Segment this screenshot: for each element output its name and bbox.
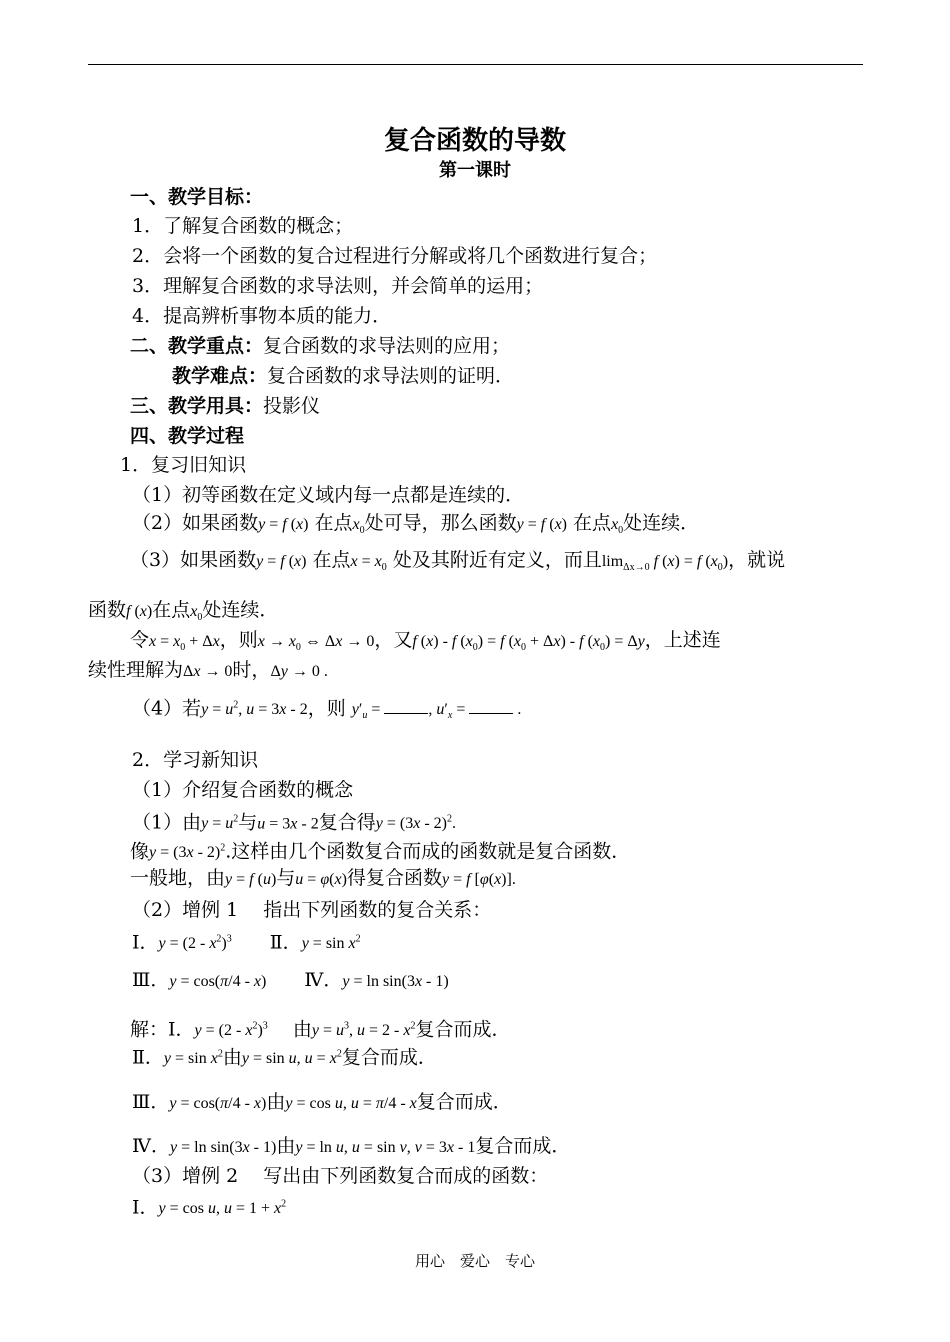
goal-item: 1．了解复合函数的概念；: [132, 215, 354, 237]
page-footer: 用心 爱心 专心: [414, 1252, 535, 1270]
example-heading: （2）增例 1 指出下列函数的复合关系：: [132, 899, 492, 921]
new-item: （1）介绍复合函数的概念: [132, 779, 354, 801]
review-item: （3）如果函数y = f (x) 在点$x = x_0$ 处及其附近有定义，而且$\lim_{\Delta x\to 0} f$ (x) = f $(x_0)$，就说: [130, 549, 786, 574]
new-item: （1）由$y = u^2$与u = 3x - 2复合得y = (3x - 2)$^2$.: [132, 811, 456, 834]
review-item: 令$x = x_0 + \Delta x$，则$x \to x_0$ ⇔ Δx → 0，又f (x) - f $(x_0) = f$ $(x_0 + \Delta x) - f$ $(x_0) = \Delta y$，上述连: [130, 629, 721, 654]
page-subtitle: 第一课时: [439, 160, 511, 181]
solution-line: 解：Ⅰ．$y = (2 - x^2)^3$ 由$y = u^3$, $u = 2 - x^2$复合而成．: [130, 1018, 511, 1041]
example-item: Ⅰ．$y = (2 - x^2)^3$ Ⅱ．$y = \sin x^2$: [132, 931, 361, 954]
tools-line: 三、教学用具：投影仪: [130, 395, 321, 417]
new-item: 一般地，由y = f (u)与u = φ(x)得复合函数y = f [φ(x)].: [130, 867, 516, 889]
example-item: Ⅰ．y = cos u, $u = 1 + x^2$: [132, 1196, 287, 1219]
review-item: 续性理解为Δx → 0时，Δy → 0 .: [88, 659, 328, 681]
section-heading: 一、教学目标：: [130, 186, 264, 208]
header-rule: [88, 64, 863, 65]
difficult-point-line: 教学难点：复合函数的求导法则的证明．: [172, 365, 515, 387]
example-heading: （3）增例 2 写出由下列函数复合而成的函数：: [132, 1165, 549, 1187]
example-item: Ⅲ．y = cos(π/4 - x) Ⅳ．y = ln sin(3x - 1): [132, 969, 449, 991]
review-item: （4）若$y = u^2$, u = 3x - 2，则 $y'_u$ = , $u'_x$ = .: [132, 697, 522, 722]
key-point-line: 二、教学重点：复合函数的求导法则的应用；: [130, 335, 511, 357]
solution-line: Ⅳ．y = ln sin(3x - 1)由y = ln u, u = sin v, v = 3x - 1复合而成．: [132, 1135, 571, 1157]
page-title: 复合函数的导数: [383, 126, 566, 156]
goal-item: 2．会将一个函数的复合过程进行分解或将几个函数进行复合；: [132, 245, 658, 267]
solution-line: Ⅲ．y = cos(π/4 - x)由y = cos u, u = π/4 - x复合而成．: [132, 1091, 512, 1113]
step-heading: 2．学习新知识: [132, 749, 259, 771]
review-item: 函数f (x)在点$x_0$处连续．: [88, 599, 279, 624]
goal-item: 3．理解复合函数的求导法则，并会简单的运用；: [132, 275, 544, 297]
solution-line: Ⅱ．$y = \sin x^2$由y = sin u, $u = x^2$复合而成．: [132, 1046, 437, 1069]
review-item: （2）如果函数y = f (x) 在点$x_0$处可导，那么函数y = f (x) 在点$x_0$处连续．: [132, 512, 700, 537]
review-item: （1）初等函数在定义域内每一点都是连续的．: [132, 484, 525, 506]
new-item: 像y = (3x - 2)$^2$.这样由几个函数复合而成的函数就是复合函数．: [130, 840, 631, 863]
goal-item: 4．提高辨析事物本质的能力．: [132, 305, 392, 327]
step-heading: 1．复习旧知识: [120, 454, 247, 476]
section-heading: 四、教学过程: [130, 425, 245, 447]
